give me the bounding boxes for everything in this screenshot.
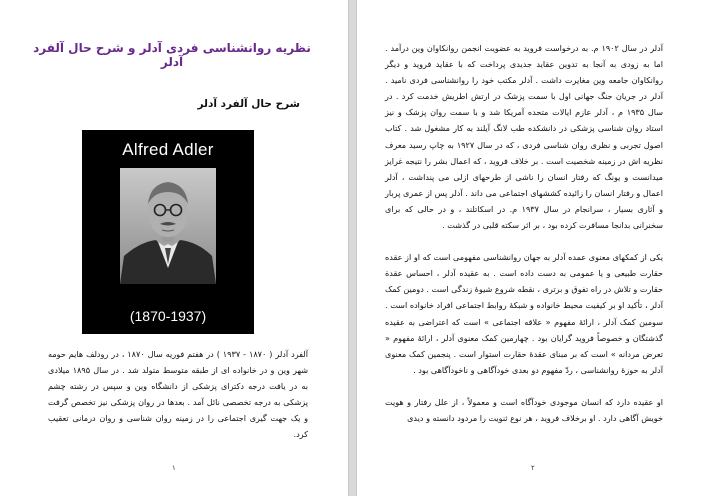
- section-heading: شرح حال آلفرد آدلر: [197, 98, 300, 110]
- biography-text: آلفرد آدلر ( ۱۸۷۰ - ۱۹۳۷ ) در هفتم فوریه سال ۱۸۷۰ ، در رودلف هایم حومه شهر وین و در خانواده ای از طبقه متوسط متولد شد . در سال ۱۸۹۵ میلادی به در یافت درجه دکترای پزشکی از دانشگاه وین و سپس در رشته چشم پزشکی به درجه تخصصی نائل آمد . بعدها در روان پزشکی نیز تخصص گرفت و یک جهت گیری اجتماعی را در زمینه روان شناسی و روان درمانی تعقیب کرد.: [48, 349, 309, 440]
- portrait-caption-years: (1870-1937): [129, 308, 207, 324]
- page-gutter: [348, 0, 357, 496]
- paragraph: آدلر در سال ۱۹۰۲ م. به درخواست فروید به عضویت انجمن روانکاوان وین درآمد . اما به زودی به آنجا به تدوین عقاید جدیدی پرداخت که با عقاید فروید و دیگر روانکاوان جامعه وین مغایرت داشت . آدلر مکتب خود را روانشناسی فردی نامید . آدلر در جریان جنگ جهانی اول با سمت پزشک در ارتش اطریش خدمت کرد . در سال ۱۹۳۵ م ، آدلر عازم ایالات متحده آمریکا شد و با سمت روان پزشک و نیز استاد روان شناسی پزشکی در دانشکده طب لانگ آیلند به کار مشغول شد . کتاب اصول تجربی و نظری روان شناسی فردی ، که در سال ۱۹۲۷ به چاپ رسید معرف نظریه اش در زمینه شخصیت است . بر خلاف فروید ، که اعمال بشر را نتیجه غرایز میدانست و یونگ که رفتار انسان را ناشی از طرحهای ازلی می پنداشت ، آدلر اعمال و رفتار انسان را زائیده کششهای اجتماعی می داند . آدلر پس از عمری پربار و آثاری بسیار ، سرانجام در سال ۱۹۳۷ م. در اسکاتلند ، و در حالی که برای سخنرانی بدانجا مسافرت کرده بود ، بر اثر سکته قلبی در گذشت .: [385, 43, 663, 231]
- page-number: ۲: [531, 464, 535, 472]
- right-page: [357, 0, 705, 496]
- portrait-photo: [120, 168, 216, 284]
- paragraph: او عقیده دارد که انسان موجودی خودآگاه است و معمولاً ، از علل رفتار و هویت خویش آگاهی دارد . او برخلاف فروید ، هر نوع ثنویت را مردود دانسته و دیدی: [385, 396, 663, 423]
- page-number: ۱: [172, 464, 176, 472]
- body-text: [385, 40, 663, 426]
- paragraph: یکی از کمکهای معنوی عمده آدلر به جهان روانشناسی مفهومی است که او از عقده حقارت طبیعی و یا عمومی به دست داده است . به عقیده آدلر ، احساس عقدة حقارت و تلاش در راه تفوق و برتری ، نقطه شروع شیوهٔ زندگی است . دومین کمک آدلر ، تأکید او بر کیفیت محیط خانواده و شبکهٔ روابط اجتماعی افراد خانواده است . سومین کمک آدلر ، ارائهٔ مفهوم « علاقه اجتماعی » است که اعتراضی به عقیده گذشتگان و خصوصاً فروید گرایان بود . چهارمین کمک معنوی آدلر ، ارائهٔ مفهوم « تعرض مردانه » است که بر مبنای عقدهٔ حقارت استوار است . پنجمین کمک معنوی آدلر به حوزهٔ روانشناسی ، ردّ مفهوم دو بعدی خودآگاهی و ناخودآگاهی بود .: [385, 252, 663, 375]
- adler-portrait: [82, 130, 254, 334]
- biography-paragraph: [48, 346, 308, 443]
- left-page: [0, 0, 348, 496]
- page-title: نظریه روانشناسی فردی آدلر و شرح حال آلفرد آدلر: [33, 41, 311, 69]
- portrait-caption-name: Alfred Adler: [122, 140, 214, 159]
